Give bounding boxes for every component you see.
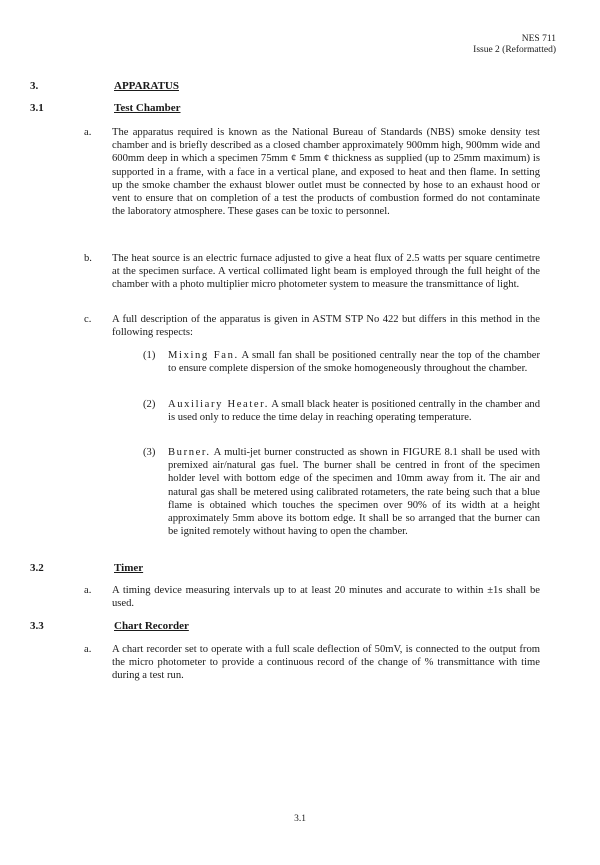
paragraph-3-3-a <box>84 643 540 683</box>
section-number: 3.3 <box>30 620 44 632</box>
item-label: (3) <box>143 447 156 458</box>
paragraph-label: a. <box>84 585 92 596</box>
list-item-burner <box>143 446 540 538</box>
item-term: Burner. <box>168 447 211 458</box>
item-text: A small fan shall be positioned centrally near the top of the chamber to ensure complete dispersion of the smoke homogeneously throughout the chamber. <box>168 350 540 375</box>
paragraph-3-2-a <box>84 584 540 610</box>
item-label: (2) <box>143 399 156 410</box>
page-number: 3.1 <box>294 814 306 824</box>
list-item-auxiliary-heater <box>143 398 540 424</box>
section-number: 3.2 <box>30 562 44 574</box>
paragraph-3-1-c <box>84 313 540 339</box>
section-title: Chart Recorder <box>114 620 189 632</box>
document-id: NES 711 <box>521 34 556 44</box>
list-item-mixing-fan <box>143 349 540 375</box>
paragraph-text: A timing device measuring intervals up to at least 20 minutes and accurate to within ±1s shall be used. <box>112 585 540 610</box>
paragraph-label: c. <box>84 314 92 325</box>
item-text: A small black heater is positioned centrally in the chamber and is used only to reduce the time delay in reaching operating temperature. <box>168 399 540 424</box>
item-text: A multi-jet burner constructed as shown in FIGURE 8.1 shall be used with premixed air/natural gas fuel. The burner shall be centred in front of the specimen holder level with bottom edge of the specimen and 10mm away from it. The air and natural gas shall be metered using calibrated rotameters, the rate being such that a blue flame is obtained which touches the specimen over 90% of its width at a height approximately 5mm above its bottom edge. It shall be so arranged that the burner can be ignited remotely without having to open the chamber. <box>168 447 540 538</box>
item-label: (1) <box>143 350 156 361</box>
paragraph-text: A chart recorder set to operate with a full scale deflection of 50mV, is connected to the output from the micro photometer to provide a continuous record of the change of % transmittance with time during a test run. <box>112 644 540 682</box>
paragraph-text: A full description of the apparatus is given in ASTM STP No 422 but differs in this method in the following respects: <box>112 314 540 339</box>
paragraph-label: a. <box>84 644 92 655</box>
paragraph-label: b. <box>84 253 92 264</box>
section-number: 3. <box>30 80 39 92</box>
section-title: Test Chamber <box>114 102 181 114</box>
section-title: APPARATUS <box>114 80 179 92</box>
item-term: Auxiliary Heater. <box>168 399 269 410</box>
paragraph-3-1-b <box>84 252 540 292</box>
paragraph-text: The heat source is an electric furnace adjusted to give a heat flux of 2.5 watts per square centimetre at the specimen surface. A vertical collimated light beam is employed through the full height of the chamber with a photo multiplier micro photometer system to measure the transmittance of light. <box>112 253 540 291</box>
paragraph-label: a. <box>84 127 92 138</box>
section-number: 3.1 <box>30 102 44 114</box>
page-header <box>473 34 556 56</box>
item-term: Mixing Fan. <box>168 350 239 361</box>
section-title: Timer <box>114 562 144 574</box>
issue-label: Issue 2 (Reformatted) <box>473 45 556 55</box>
paragraph-text: The apparatus required is known as the National Bureau of Standards (NBS) smoke density test chamber and is briefly described as a closed chamber approximately 900mm high, 900mm wide and 600mm deep in which a specimen 75mm ¢ 5mm ¢ thickness as supplied (up to 25mm maximum) is supported in a frame, with a face in a vertical plane, and exposed to heat and then flame. In setting up the smoke chamber the exhaust blower outlet must be connected by hose to an exhaust hood or vent to ensure that on completion of a test the products of combustion formed do not contaminate the laboratory atmosphere. These gases can be toxic to personnel. <box>112 127 540 218</box>
paragraph-3-1-a <box>84 126 540 218</box>
